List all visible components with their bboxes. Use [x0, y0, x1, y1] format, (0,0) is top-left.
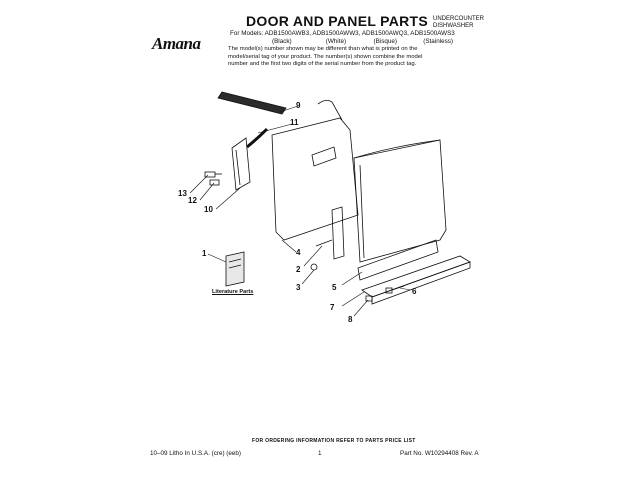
callout-10: 10 — [204, 205, 213, 214]
ordering-info: FOR ORDERING INFORMATION REFER TO PARTS PRICE LIST — [252, 438, 416, 444]
models-line: For Models: ADB1500AWB3, ADB1500AWW3, ADB1500AWQ3, ADB1500AWS3 — [230, 30, 455, 37]
color-stainless: (Stainless) — [423, 38, 453, 45]
color-white: (White) — [325, 38, 347, 45]
callout-1: 1 — [202, 249, 207, 258]
part-1-literature — [226, 252, 244, 286]
callout-7: 7 — [330, 303, 335, 312]
outer-door-panel — [354, 140, 446, 262]
literature-parts-label: Literature Parts — [212, 289, 254, 295]
callout-12: 12 — [188, 196, 197, 205]
callout-11: 11 — [290, 118, 299, 127]
page-number: 1 — [318, 450, 322, 457]
product-type-line-1: UNDERCOUNTER — [433, 16, 484, 22]
page-title: DOOR AND PANEL PARTS — [246, 13, 429, 29]
part-2-hinge — [316, 207, 344, 259]
callout-6: 6 — [412, 287, 417, 296]
part-12-washer — [210, 180, 219, 185]
part-7-kickplate — [362, 256, 470, 304]
part-number: Part No. W10294408 Rev. A — [400, 450, 479, 457]
callout-3: 3 — [296, 283, 301, 292]
part-13-screw — [205, 172, 222, 177]
color-black: (Black) — [272, 38, 292, 45]
print-info: 10–09 Litho In U.S.A. (cre) (eeb) — [150, 450, 242, 457]
part-3-screw — [311, 264, 317, 270]
callout-4: 4 — [296, 248, 301, 257]
part-6-screw — [386, 286, 404, 293]
callout-9: 9 — [296, 101, 301, 110]
color-bisque: (Bisque) — [373, 38, 397, 45]
callout-13: 13 — [178, 189, 187, 198]
callout-2: 2 — [296, 265, 301, 274]
model-note: The model(s) number shown may be different than what is printed on the model/serial tag of your product. The number(s) shown combine the model number and the first two digits of the serial number from the product tag. — [228, 46, 423, 68]
amana-logo: Amana — [152, 34, 201, 53]
part-9-trim-strip — [218, 92, 286, 114]
part-5-lower-panel — [358, 240, 438, 280]
product-type-line-2: DISHWASHER — [433, 23, 474, 29]
callout-5: 5 — [332, 283, 337, 292]
callout-8: 8 — [348, 315, 353, 324]
part-4-inner-panel — [272, 100, 358, 240]
